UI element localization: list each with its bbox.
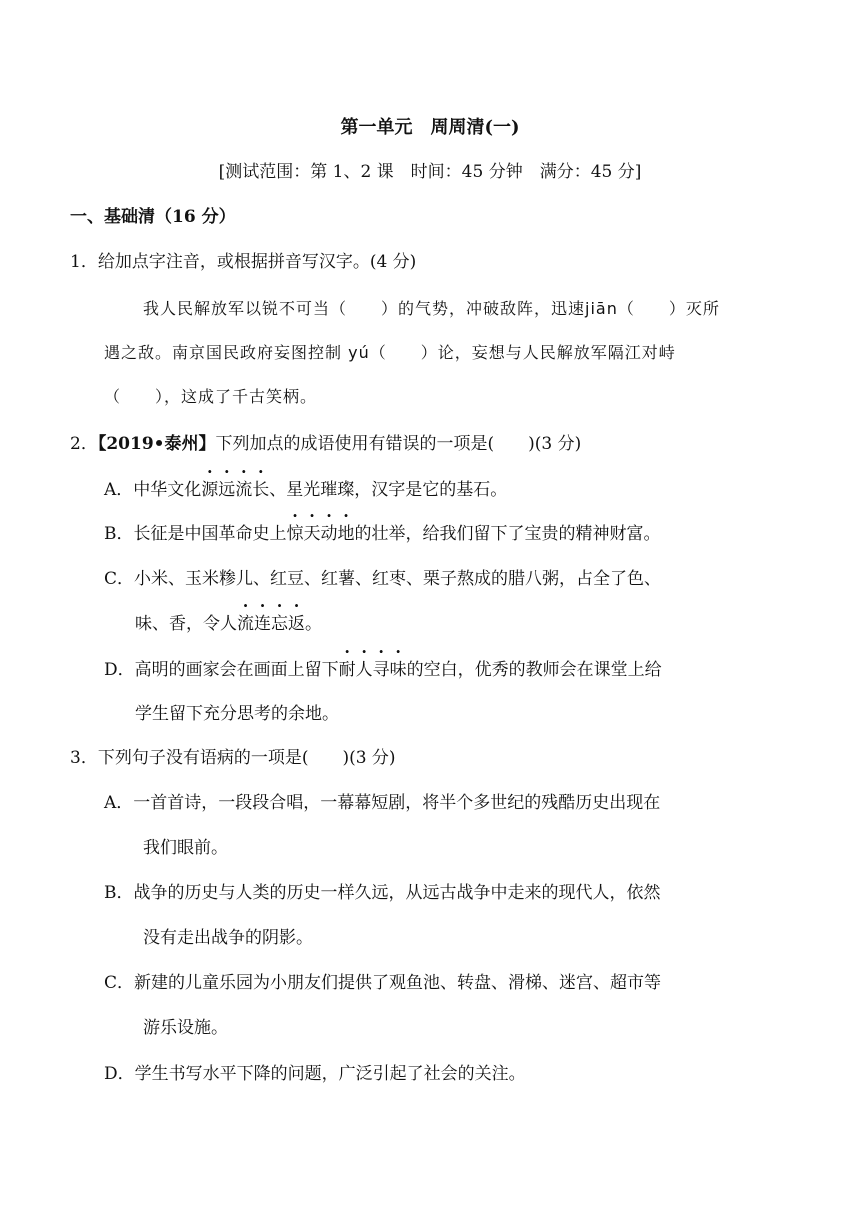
- question-3-stem: 3．下列句子没有语病的一项是( )(3 分): [70, 748, 396, 768]
- dotted-char: 远: [218, 480, 236, 500]
- question-1-passage-line-1: [143, 297, 720, 321]
- dotted-char: 流: [237, 614, 254, 634]
- option-text: D．高明的画家会在画面上留下: [104, 660, 339, 680]
- dotted-char: 耐: [338, 660, 356, 680]
- dotted-char: 寻: [372, 660, 390, 680]
- passage-text: 我人民解放军以锐不可当（ ）的气势，冲破敌阵，迅速: [143, 299, 586, 318]
- passage-text: 遇之敌。南京国民政府妄图控制: [104, 343, 343, 362]
- dotted-char: 长: [252, 480, 270, 500]
- question-3-option-a-line-1: A．一首首诗，一段段合唱，一幕幕短剧，将半个多世纪的残酷历史出现在: [104, 793, 661, 813]
- dotted-char: 味: [389, 660, 407, 680]
- pinyin: yú: [348, 343, 370, 362]
- dotted-char: 连: [254, 614, 271, 634]
- dotted-char: 源: [201, 480, 219, 500]
- question-3-option-c-line-1: C．新建的儿童乐园为小朋友们提供了观鱼池、转盘、滑梯、迷宫、超市等: [104, 973, 662, 993]
- question-3-option-a-line-2: 我们眼前。: [143, 838, 228, 858]
- option-text: 。: [305, 614, 322, 634]
- question-3-option-b-line-1: B．战争的历史与人类的历史一样久远，从远古战争中走来的现代人，依然: [104, 883, 661, 903]
- question-2-option-a: [104, 478, 507, 502]
- question-1-stem: 1．给加点字注音，或根据拼音写汉字。(4 分): [70, 252, 417, 272]
- question-3-option-c-line-2: 游乐设施。: [143, 1018, 228, 1038]
- question-3-option-d: D．学生书写水平下降的问题，广泛引起了社会的关注。: [104, 1064, 526, 1084]
- option-text: 的空白，优秀的教师会在课堂上给: [406, 660, 662, 680]
- question-1-passage-line-3: （ ），这成了千古笑柄。: [104, 387, 318, 406]
- question-3-option-b-line-2: 没有走出战争的阴影。: [143, 928, 313, 948]
- option-text: 的壮举，给我们留下了宝贵的精神财富。: [354, 524, 661, 544]
- option-text: 、星光璀璨，汉字是它的基石。: [269, 480, 508, 500]
- dotted-char: 人: [355, 660, 373, 680]
- pinyin: jiān: [585, 299, 618, 318]
- question-2-option-b: [104, 522, 661, 546]
- passage-text: （ ）论，妄想与人民解放军隔江对峙: [369, 343, 676, 362]
- section-heading: 一、基础清（16 分）: [70, 207, 236, 227]
- dotted-char: 天: [303, 524, 321, 544]
- question-2-option-d-line-1: [104, 658, 662, 682]
- question-2-option-d-line-2: 学生留下充分思考的余地。: [135, 704, 339, 724]
- question-source: 【2019•泰州】: [97, 434, 216, 454]
- option-text: B．长征是中国革命史上: [104, 524, 287, 544]
- question-2-option-c-line-1: C．小米、玉米糁儿、红豆、红薯、红枣、栗子熬成的腊八粥，占全了色、: [104, 569, 662, 589]
- page-title: 第一单元 周周清(一): [340, 117, 520, 138]
- question-2-option-c-line-2: [135, 612, 322, 636]
- dotted-char: 忘: [271, 614, 288, 634]
- test-scope: [测试范围：第 1、2 课 时间：45 分钟 满分：45 分]: [218, 162, 642, 182]
- option-text: 味、香，令人: [135, 614, 237, 634]
- question-text: 下列加点的成语使用有错误的一项是( )(3 分): [215, 434, 582, 454]
- dotted-char: 动: [320, 524, 338, 544]
- question-2-stem: [70, 432, 581, 456]
- dotted-char: 流: [235, 480, 253, 500]
- passage-text: （ ）灭所: [617, 299, 720, 318]
- dotted-char: 惊: [286, 524, 304, 544]
- option-text: A．中华文化: [104, 480, 202, 500]
- dotted-char: 返: [288, 614, 305, 634]
- question-1-passage-line-2: [104, 341, 676, 365]
- dotted-char: 地: [337, 524, 355, 544]
- question-number: 2．: [70, 434, 98, 454]
